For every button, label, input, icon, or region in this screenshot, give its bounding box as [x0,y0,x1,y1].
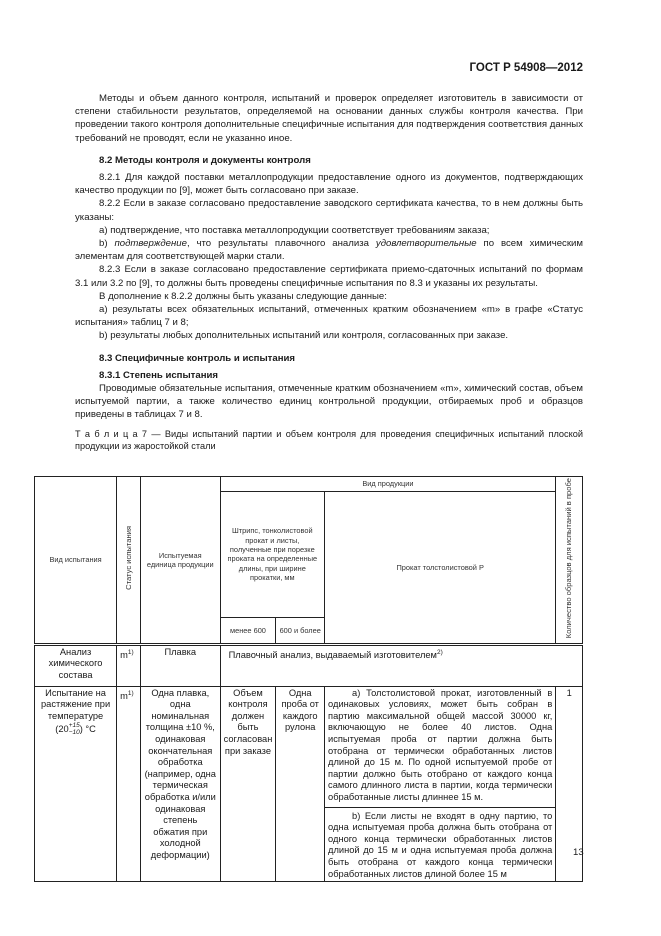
row-tensile-unit: Одна плавка, одна номинальная толщина ±10 %, одинаковая окончательная обработка (например, одна термическая обработка и/или одинаковая степень обжатия при холодной деформации) [140,686,220,882]
paragraph: 8.2.3 Если в заказе согласовано предоставление сертификата приемо-сдаточных испытаний по формам 3.1 или 3.2 по [9], то должны быть проведены специфичные испытания по 8.3 и указаны их результаты. [75,264,583,289]
italic-term: подтверждение [114,238,187,250]
paragraph: Методы и объем данного контроля, испытаний и проверок определяет изготовитель в зависимости от степени стабильности результатов, определяемой на основании данных службы контроля качества. При проведении такого контроля дополнительные специфичные испытания для подтверждения соответствия данных требований не проводят, если не указанно иное. [75,93,583,144]
header-width-ge600: 600 и более [276,617,325,644]
list-item [75,237,583,263]
row-chem-status [117,644,141,686]
paragraph: Проводимые обязательные испытания, отмеченные кратким обозначением «m», химический состав, объем испытуемой партии, а также количество единиц контрольной продукции, отбираемых проб и образцов приведены в таблицах 7 и 8. [75,383,583,421]
list-item: а) подтверждение, что поставка металлопродукции соответствует требованиям заказа; [99,224,490,236]
analysis-text: Плавочный анализ, выдаваемый изготовителем [228,649,437,660]
row-tensile-type [35,686,117,882]
header-test-type: Вид испытания [35,477,117,645]
plate-note-a: a) Толстолистовой прокат, изготовленный в одинаковых условиях, может быть собран в партию максимальной общей массой 30000 кг, включающую не более 40 листов. Одна испытуемая проба от партии должна быть отобрана от термически обработанных листов длиной до 15 м. По одной испытуемой пробе от партии должно быть отобрано от каждого конца самого длинного листа в партии, когда термически обработанные листы длиннее 15 м. [328,687,553,802]
header-strip: Штрипс, тонколистовой прокат и листы, полученные при порезке проката на определенные длины, при ширине прокатки, мм [220,492,324,618]
footnote-ref: 2) [436,648,443,656]
header-sample-count-label: Количество образцов для испытаний в пробе [564,478,574,639]
body-text [75,92,583,452]
list-item: а) результаты всех обязательных испытаний, отмеченных кратким обозначением «m» в графе «Статус испытания» таблиц 7 и 8; [75,304,583,329]
tensile-label: Испытание на растяжение при температуре [40,687,111,721]
row-tensile-count: 1 [556,686,583,882]
temp-upper: +15 [68,722,80,730]
table-7 [34,476,583,882]
row-chem-analysis [220,644,582,686]
tensile-temperature [55,722,96,737]
temp-base: (20 [55,723,69,734]
status-text: m [120,690,128,701]
section-heading: 8.2 Методы контроля и документы контроля [99,154,311,166]
row-chem-type: Анализ химического состава [35,644,117,686]
header-width-lt600: менее 600 [220,617,276,644]
table-row [35,644,583,686]
paragraph: В дополнение к 8.2.2 должны быть указаны следующие данные: [99,290,387,302]
text-run: по всем химическим элементам для соответствующей марки стали. [75,238,584,263]
italic-term: удовлетворительные [375,238,477,250]
subsection-heading: 8.3.1 Степень испытания [99,369,218,381]
table-row [35,686,583,882]
row-tensile-status [117,686,141,882]
section-heading: 8.3 Специфичные контроль и испытания [99,352,295,364]
row-tensile-plate [325,686,556,882]
paragraph: 8.2.1 Для каждой поставки металлопродукции предоставление одного из документов, подтверждающих качество продукции по [9], может быть согласовано при заказе. [75,172,583,197]
footnote-ref: 1) [127,648,134,656]
temp-lower: −10 [68,729,80,737]
footnote-ref: 1) [127,689,134,697]
paragraph: 8.2.2 Если в заказе согласовано предоставление заводского сертификата качества, то в нем должны быть указаны: [75,198,583,223]
row-tensile-ge600: Одна проба от каждого рулона [276,686,325,882]
header-test-unit: Испытуемая единица продукции [140,477,220,645]
list-item: b) результаты любых дополнительных испытаний или контроля, согласованных при заказе. [99,330,509,342]
temp-unit: ) °C [79,723,96,734]
table-caption: Т а б л и ц а 7 — Виды испытаний партии и объем контроля для проведения специфичных испытаний плоской продукции из жаростойкой стали [75,428,583,451]
status-text: m [120,649,128,660]
row-chem-unit: Плавка [140,644,220,686]
header-plate: Прокат толстолистовой P [325,492,556,645]
page-number: 13 [573,847,584,858]
header-sample-count [556,477,583,645]
text-run: b) [99,238,115,250]
plate-note-b: b) Если листы не входят в одну партию, то одна испытуемая проба должна быть отобрана от одного конца термически обработанных листов длиной до 15 м и одна испытуемая проба должна быть отобрана от каждого конца термически обработанных листов длиной более 15 м [325,807,555,881]
header-test-status-label: Статус испытания [123,526,133,591]
document-header: ГОСТ Р 54908—2012 [469,62,583,74]
text-run: , что результаты плавочного анализа [186,238,376,250]
header-test-status [117,477,141,645]
header-product-type: Вид продукции [220,477,556,492]
row-tensile-lt600: Объем контроля должен быть согласован при заказе [220,686,276,882]
